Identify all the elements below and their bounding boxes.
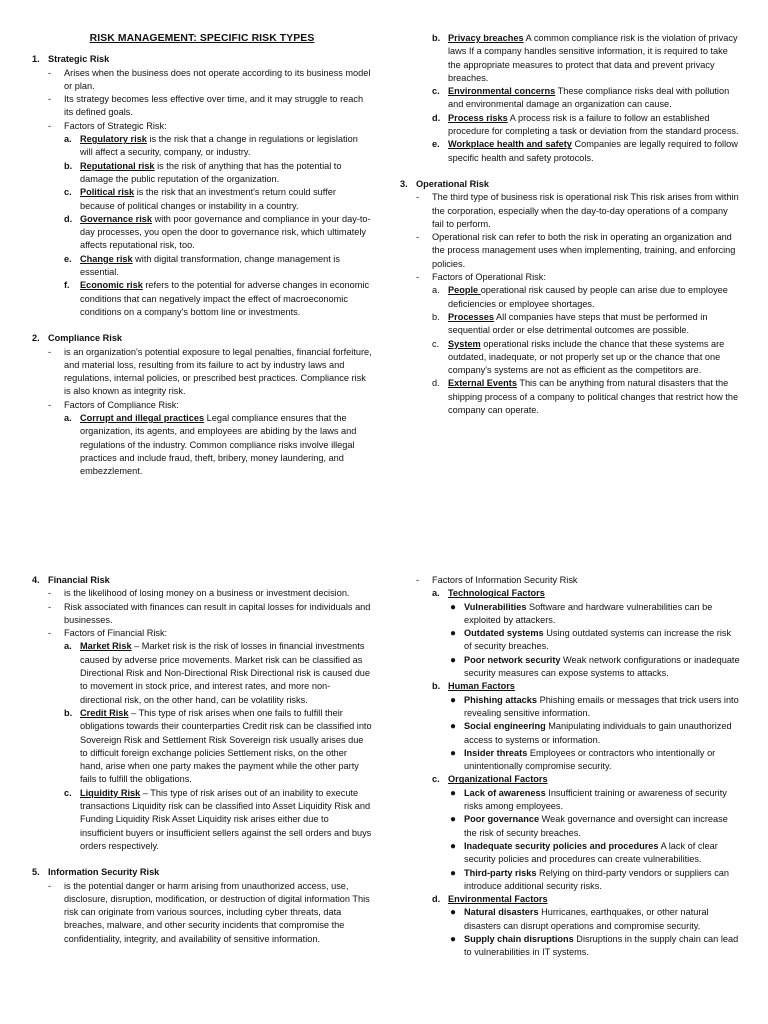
factor-group-heading: d. Environmental Factors bbox=[432, 894, 548, 905]
factor-group-heading: c. Organizational Factors bbox=[432, 774, 548, 785]
factor-item: a. Regulatory risk is the risk that a change in regulations or legislation will affect a security, company, or industry. bbox=[64, 134, 358, 158]
bullet-item: ● Supply chain disruptions Disruptions in the supply chain can lead to vulnerabilities in IT systems. bbox=[450, 934, 739, 958]
factor-item: c. Environmental concerns These compliance risks deal with pollution and environmental damage an organization can cause. bbox=[432, 86, 730, 110]
section-financial-risk: 4. Financial Risk bbox=[32, 575, 110, 585]
bullet-item: ● Natural disasters Hurricanes, earthquakes, or other natural disasters can disrupt operations and compromise security. bbox=[450, 907, 709, 931]
factor-item: e. Change risk with digital transformation, change management is essential. bbox=[64, 253, 340, 278]
bullet-item: ● Poor governance Weak governance and oversight can increase the risk of security breaches. bbox=[450, 814, 728, 838]
factor-item: d. Governance risk with poor governance and compliance in your day-to-day processes, you open the door to governance risk, which ultimately affects reputational risk, too. bbox=[64, 213, 371, 251]
factor-item: a. Market Risk – Market risk is the risk of losses in financial investments caused by adverse price movements. Market risk can be classified as Directional Risk and Non-Directional Risk Directional risk is caused due to movement in stock price, and interest rates, and more non-directional risk, on the other hand, can be volatility risks. bbox=[64, 641, 371, 705]
document-title: RISK MANAGEMENT: SPECIFIC RISK TYPES bbox=[89, 33, 315, 44]
list-item: - is an organization's potential exposure to legal penalties, financial forfeiture, and material loss, resulting from its failure to act by industry laws and regulations, internal policies, or prescribed best practices. Compliance risk is also known as integrity risk. bbox=[48, 346, 372, 397]
bullet-item: ● Phishing attacks Phishing emails or messages that trick users into revealing sensitive information. bbox=[450, 694, 739, 718]
factor-item: c. Political risk is the risk that an investment's return could suffer because of political changes or instability in a country. bbox=[64, 187, 336, 211]
page2-left-column bbox=[32, 574, 372, 946]
factor-group-heading: b. Human Factors bbox=[432, 681, 515, 692]
bullet-item: ● Inadequate security policies and procedures A lack of clear security policies and procedures can create vulnerabilities. bbox=[450, 840, 718, 865]
section-information-security-risk: 5. Information Security Risk bbox=[32, 867, 160, 878]
factor-item: b. Processes All companies have steps that must be performed in sequential order or else detrimental outcomes are possible. bbox=[432, 311, 708, 336]
section-heading: Financial Risk bbox=[48, 575, 110, 585]
bullet-item: ● Third-party risks Relying on third-party vendors or suppliers can introduce additional security risks. bbox=[450, 867, 730, 891]
factor-item: f. Economic risk refers to the potential for adverse changes in economic conditions that can negatively impact the effect of macroeconomic conditions on a company's bottom line or investments. bbox=[64, 280, 370, 317]
factor-item: b. Privacy breaches A common compliance risk is the violation of privacy laws If a company handles sensitive information, it is required to take the appropriate measures to protect that data and prevent privacy breaches. bbox=[432, 33, 738, 83]
list-item: - Risk associated with finances can result in capital losses for individuals and businesses. bbox=[48, 601, 371, 625]
bullet-item: ● Poor network security Weak network configurations or inadequate security measures can expose systems to attacks. bbox=[450, 654, 740, 679]
bullet-item: ● Outdated systems Using outdated systems can increase the risk of security breaches. bbox=[450, 628, 732, 652]
factor-item: c. Liquidity Risk – This type of risk arises out of an inability to execute transactions Liquidity risk can be classified into Asset Liquidity Risk and Funding Liquidity Risk Asset Liquidity risk arises either due to insufficient buyers or insufficient sellers against the sell orders and buys orders respectively. bbox=[64, 787, 372, 851]
factor-group-heading: a. Technological Factors bbox=[432, 588, 545, 599]
list-item: - Operational risk can refer to both the risk in operating an organization and the process management uses when implementing, training, and enforcing policies. bbox=[416, 232, 736, 269]
factor-item: e. Workplace health and safety Companies are legally required to follow specific health and safety protocols. bbox=[432, 139, 738, 163]
factor-item: b. Reputational risk is the risk of anything that has the potential to damage the public reputation of the organization. bbox=[64, 160, 342, 184]
list-item: - Factors of Information Security Risk bbox=[416, 575, 578, 585]
list-item: - Factors of Financial Risk: bbox=[48, 628, 168, 639]
list-item: - Factors of Strategic Risk: bbox=[48, 120, 167, 131]
factor-item: a. People operational risk caused by people can arise due to employee deficiencies or employee shortages. bbox=[432, 285, 728, 309]
section-heading: Information Security Risk bbox=[48, 867, 160, 878]
list-item: - Factors of Compliance Risk: bbox=[48, 399, 179, 410]
list-item: - Arises when the business does not operate according to its business model or plan. bbox=[48, 67, 371, 91]
bullet-item: ● Lack of awareness Insufficient training or awareness of security risks among employees. bbox=[450, 787, 727, 812]
list-item: - The third type of business risk is operational risk This risk arises from within the corporation, especially when the day-to-day operations of a company fail to perform. bbox=[416, 192, 739, 229]
page2-right-column bbox=[400, 574, 740, 960]
list-item: - is the likelihood of losing money on a business or investment decision. bbox=[48, 588, 350, 599]
list-item: - Its strategy becomes less effective over time, and it may struggle to reach its defined goals. bbox=[48, 94, 364, 118]
list-item: - Factors of Operational Risk: bbox=[416, 272, 546, 283]
section-operational-risk: 3. Operational Risk bbox=[400, 178, 490, 189]
page1-left-column bbox=[32, 32, 372, 479]
factor-item: c. System operational risks include the chance that these systems are outdated, inadequate, or not properly set up or the chance that one company's systems are not as efficient as the competitors are. bbox=[432, 338, 725, 376]
bullet-item: ● Social engineering Manipulating individuals to gain unauthorized access to systems or information. bbox=[450, 721, 732, 745]
factor-item: b. Credit Risk – This type of risk arises when one fails to fulfill their obligations towards their counterparties Credit risk can be classified into Sovereign Risk and Settlement Risk Sovereign risk usually arises due to difficult foreign exchange policies Settlement risks, on the other hand, arise when one party makes the payment while the other party fails to fulfill the obligations. bbox=[64, 707, 372, 785]
section-heading: Strategic Risk bbox=[48, 54, 110, 65]
section-heading: Operational Risk bbox=[416, 178, 490, 189]
bullet-item: ● Vulnerabilities Software and hardware vulnerabilities can be exploited by attackers. bbox=[450, 601, 713, 625]
factor-item: d. External Events This can be anything from natural disasters that the shipping process of a company to political changes that restrict how the company can operate. bbox=[432, 378, 739, 416]
section-compliance-risk: 2. Compliance Risk bbox=[32, 333, 123, 344]
section-strategic-risk: 1. Strategic Risk bbox=[32, 54, 110, 65]
page1-right-column bbox=[400, 32, 740, 417]
factor-item: a. Corrupt and illegal practices Legal compliance ensures that the organization, its agents, and employees are abiding by the laws and regulations of the industry. Common compliance risks involve illegal practices and include fraud, theft, bribery, money laundering, and embezzlement. bbox=[64, 413, 357, 477]
section-heading: Compliance Risk bbox=[48, 333, 123, 344]
bullet-item: ● Insider threats Employees or contractors who intentionally or unintentionally compromise security. bbox=[450, 747, 716, 772]
factor-item: d. Process risks A process risk is a failure to follow an established procedure for completing a task or deviation from the standard process. bbox=[432, 112, 739, 137]
list-item: - is the potential danger or harm arising from unauthorized access, use, disclosure, disruption, modification, or destruction of digital information This risk can originate from various sources, including cyber threats, data breaches, malware, and other security incidents that compromise the confidentiality, integrity, and availability of sensitive information. bbox=[48, 880, 370, 944]
